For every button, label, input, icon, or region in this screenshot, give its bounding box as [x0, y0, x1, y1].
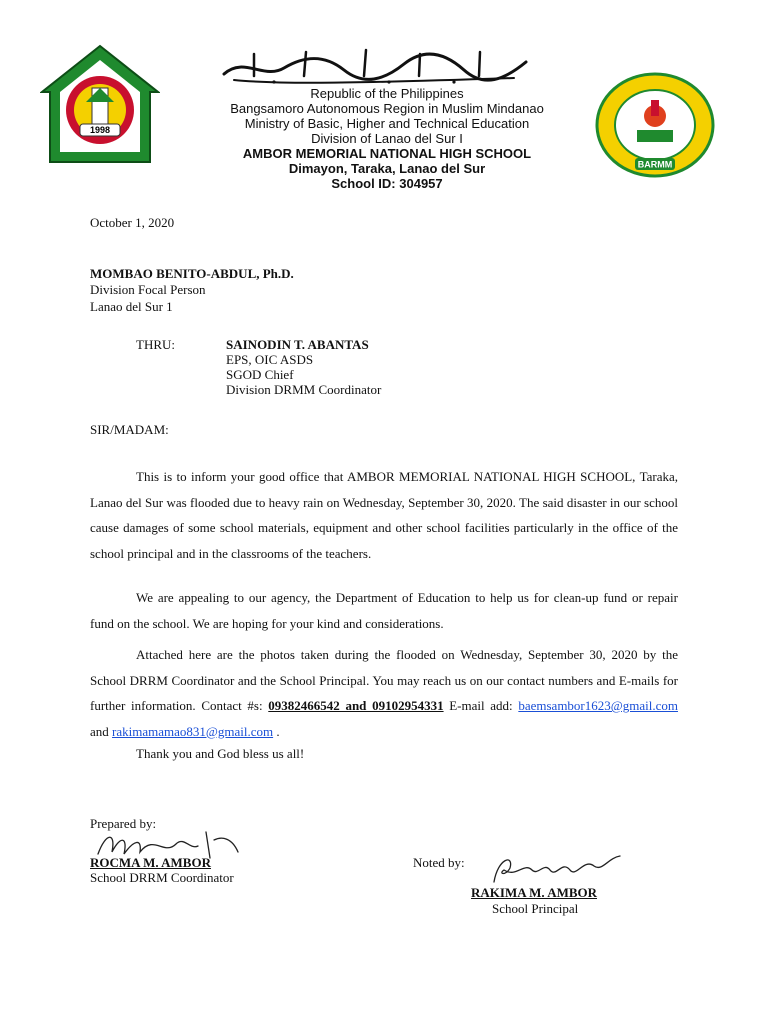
contact-numbers: 09382466542 and 09102954331	[268, 698, 444, 713]
letter-date: October 1, 2020	[90, 215, 175, 230]
logo-year: 1998	[89, 125, 111, 135]
body-paragraph-2	[90, 585, 678, 636]
thru-label: THRU:	[136, 337, 175, 352]
recipient-title: Division Focal Person	[90, 282, 206, 297]
header-line-region: Bangsamoro Autonomous Region in Muslim Mindanao	[230, 101, 544, 116]
body-paragraph-1	[90, 464, 678, 566]
para3-text-d: .	[273, 723, 280, 739]
thru-line-drmm: Division DRMM Coordinator	[226, 382, 382, 397]
para3-text-c: and	[90, 723, 113, 739]
noted-by-label: Noted by:	[413, 855, 465, 870]
ambor-school-seal-icon	[40, 44, 160, 164]
mbhte-seal-icon	[595, 72, 715, 178]
signature-rakima-icon	[488, 848, 628, 888]
thru-name: SAINODIN T. ABANTAS	[226, 337, 369, 352]
email-link-2[interactable]: rakimamamao831@gmail.com	[112, 723, 274, 739]
header-school-id: School ID: 304957	[331, 176, 443, 191]
header-school-name: AMBOR MEMORIAL NATIONAL HIGH SCHOOL	[242, 146, 532, 161]
letterhead-text	[200, 86, 574, 191]
header-line-division: Division of Lanao del Sur I	[311, 131, 463, 146]
para3-text-a: Attached here are the photos taken during the flooded on Wednesday, September 30, 2020 by the School DRRM Coordinator and the School Principal. You may reach us on our contact numbers and E-mails for further information. Contact #s:	[90, 647, 678, 713]
para2-text: We are appealing to our agency, the Department of Education to help us for clean-up fund or repair fund on the school. We are hoping for your kind and considerations.	[90, 590, 678, 631]
thru-line-eps: EPS, OIC ASDS	[226, 352, 314, 367]
prepared-by-label: Prepared by:	[90, 816, 157, 831]
recipient-office: Lanao del Sur 1	[90, 299, 173, 314]
email-link-1[interactable]: baemsambor1623@gmail.com	[518, 698, 678, 713]
para1-text: This is to inform your good office that AMBOR MEMORIAL NATIONAL HIGH SCHOOL, Taraka, Lanao del Sur was flooded due to heavy rain on Wednesday, September 30, 2020. The said disaster in our school cause damages of some school materials, equipment and other school facilities particularly in the office of the school principal and in the classrooms of the teachers.	[90, 469, 678, 561]
thru-line-sgod: SGOD Chief	[226, 367, 294, 382]
header-school-address: Dimayon, Taraka, Lanao del Sur	[288, 161, 486, 176]
para3-text-b: E-mail add:	[443, 698, 519, 713]
salutation: SIR/MADAM:	[90, 422, 169, 437]
prepared-by-name: ROCMA M. AMBOR	[90, 855, 211, 870]
arabic-basmala-calligraphy-icon	[214, 46, 536, 86]
body-paragraph-3	[90, 642, 678, 744]
prepared-by-title: School DRRM Coordinator	[90, 870, 234, 885]
logo-barmm-label: BARMM	[637, 159, 673, 170]
header-line-ministry: Ministry of Basic, Higher and Technical Education	[244, 116, 530, 131]
letterhead	[0, 0, 768, 200]
recipient-name: MOMBAO BENITO-ABDUL, Ph.D.	[90, 266, 294, 281]
noted-by-title: School Principal	[492, 901, 579, 916]
noted-by-name: RAKIMA M. AMBOR	[471, 885, 598, 900]
header-line-republic: Republic of the Philippines	[310, 86, 464, 101]
closing-line: Thank you and God bless us all!	[136, 746, 305, 761]
